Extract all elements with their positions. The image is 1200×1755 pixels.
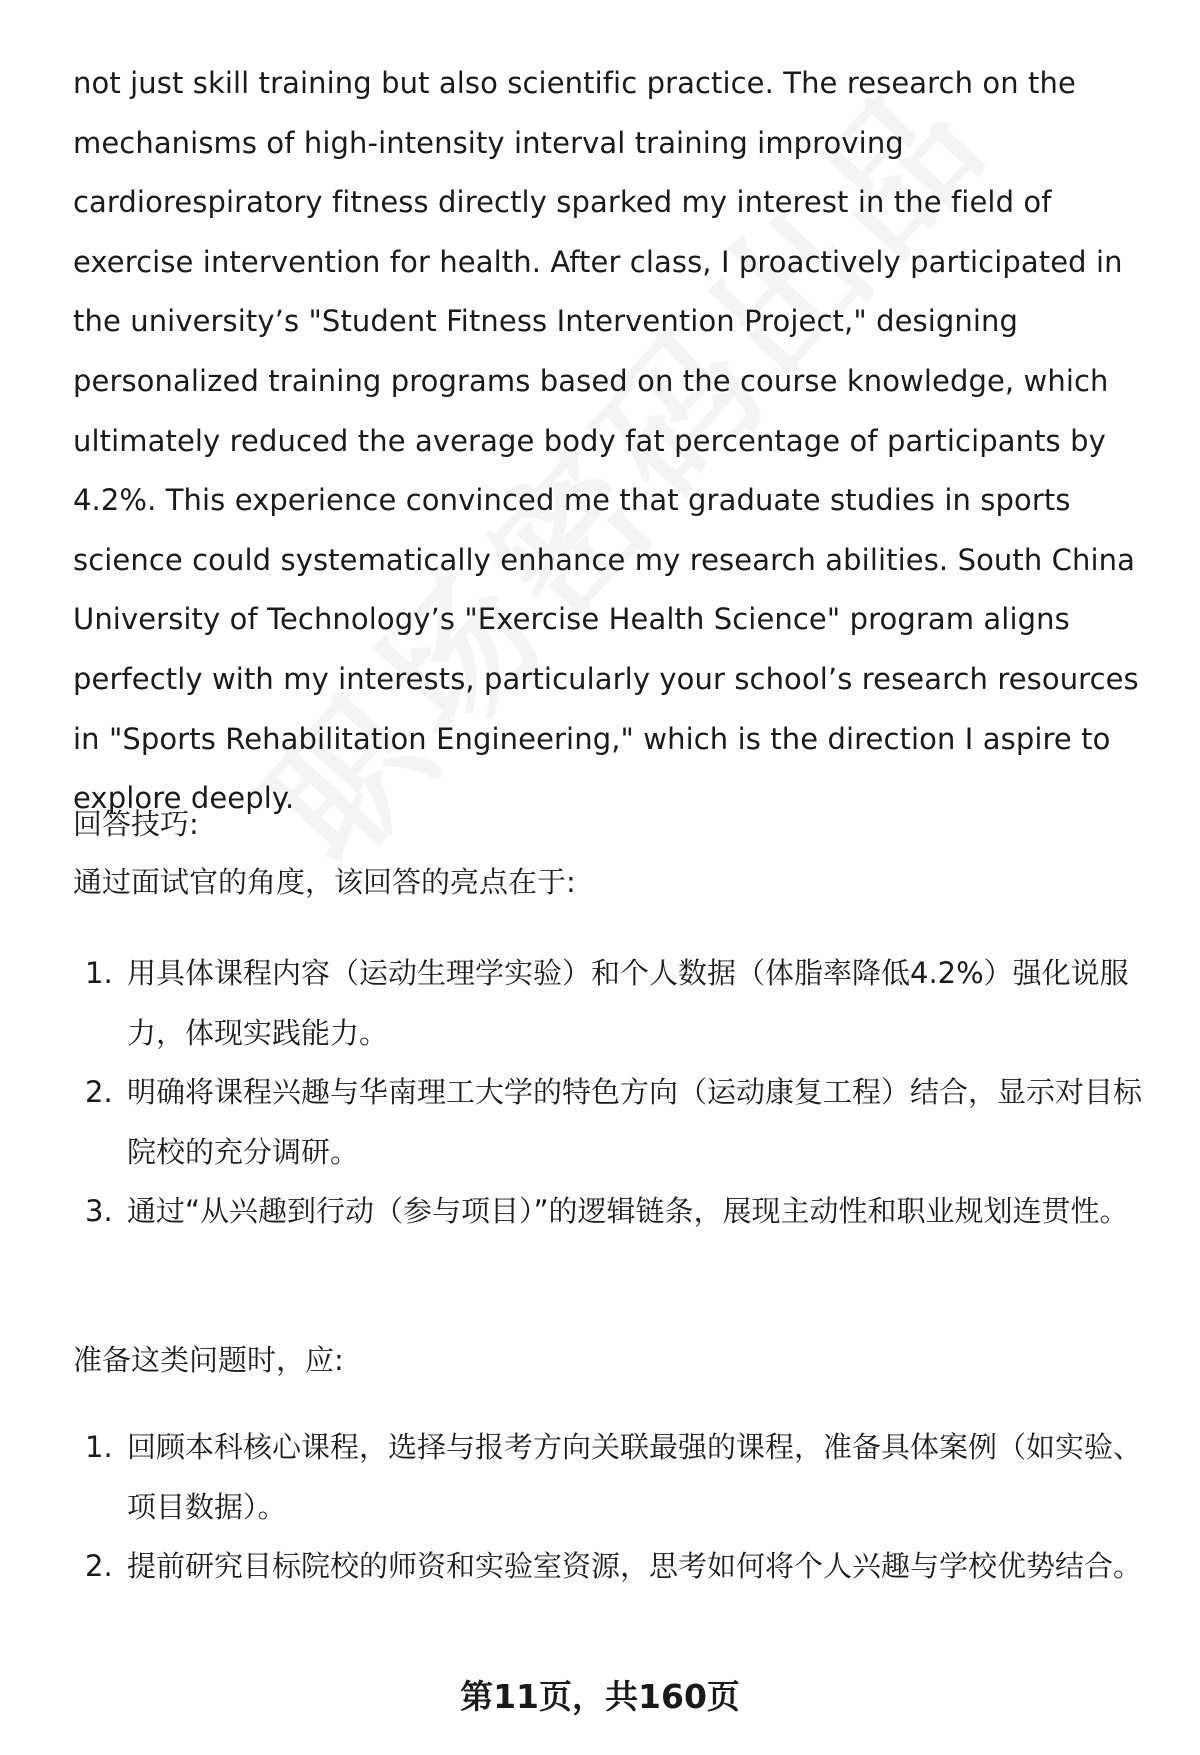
list-text: 用具体课程内容（运动生理学实验）和个人数据（体脂率降低4.2%）强化说服力，体现实践能力。 [127, 956, 1129, 1050]
prep-list [73, 1418, 1151, 1597]
list-item [73, 1063, 1151, 1182]
list-item [73, 1182, 1151, 1242]
page-footer: 第11页，共160页 [460, 1677, 740, 1716]
list-item [73, 944, 1151, 1063]
list-number: 2. [85, 1549, 113, 1584]
list-number: 3. [85, 1194, 113, 1229]
tips-list [73, 944, 1151, 1242]
list-item [73, 1418, 1151, 1537]
list-number: 1. [85, 1430, 113, 1464]
list-number: 1. [85, 956, 113, 990]
tips-intro: 通过面试官的角度，该回答的亮点在于: [73, 865, 576, 899]
list-text: 通过“从兴趣到行动（参与项目）”的逻辑链条，展现主动性和职业规划连贯性。 [127, 1194, 1129, 1229]
tips-heading: 回答技巧: [73, 807, 199, 841]
prep-heading: 准备这类问题时，应: [73, 1343, 344, 1377]
list-text: 明确将课程兴趣与华南理工大学的特色方向（运动康复工程）结合，显示对目标院校的充分调研。 [127, 1075, 1143, 1169]
body-paragraph: not just skill training but also scientific practice. The research on the mechanisms of high-intensity interval training improving cardiorespiratory fitness directly sparked my interest in the field of exercise intervention for health. After class, I proactively participated in the university’s "Student Fitness Intervention Project," designing personalized training programs based on the course knowledge, which ultimately reduced the average body fat percentage of participants by 4.2%. This experience convinced me that graduate studies in sports science could systematically enhance my research abilities. South China University of Technology’s "Exercise Health Science" program aligns perfectly with my interests, particularly your school’s research resources in "Sports Rehabilitation Engineering," which is the direction I aspire to explore deeply. [73, 66, 1139, 816]
list-number: 2. [85, 1075, 113, 1110]
list-text: 提前研究目标院校的师资和实验室资源，思考如何将个人兴趣与学校优势结合。 [127, 1549, 1143, 1584]
list-item [73, 1537, 1151, 1597]
list-text: 回顾本科核心课程，选择与报考方向关联最强的课程，准备具体案例（如实验、项目数据）。 [127, 1430, 1143, 1524]
